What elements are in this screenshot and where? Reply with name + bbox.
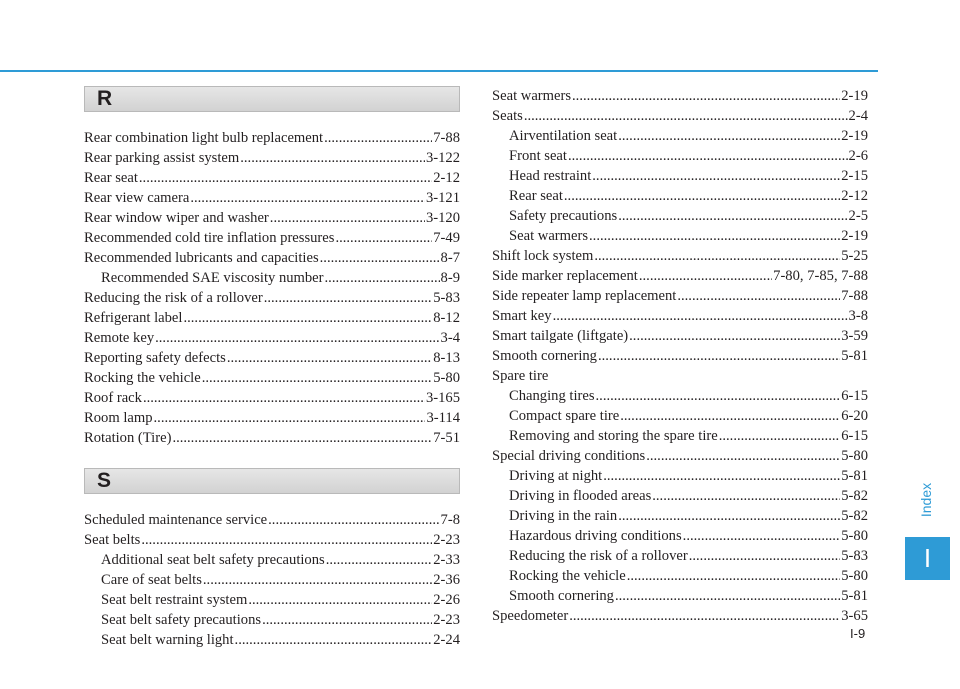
index-entry-page[interactable]: 3-165 bbox=[425, 390, 460, 406]
index-entry-page[interactable]: 5-83 bbox=[841, 548, 868, 564]
index-entry-label: Smooth cornering bbox=[492, 348, 597, 364]
index-entry-page[interactable]: 8-12 bbox=[433, 310, 460, 326]
index-entry[interactable] bbox=[84, 388, 460, 408]
index-entry-page[interactable]: 5-80 bbox=[433, 370, 460, 386]
index-entry[interactable] bbox=[84, 530, 460, 550]
dot-leader bbox=[683, 526, 841, 546]
index-entry-page[interactable]: 3-8 bbox=[848, 308, 868, 324]
index-column-left bbox=[84, 86, 460, 650]
dot-leader bbox=[172, 428, 432, 448]
dot-leader bbox=[139, 168, 432, 188]
index-entry[interactable] bbox=[492, 326, 868, 346]
index-entry-label: Seats bbox=[492, 108, 523, 124]
index-entry-label: Recommended SAE viscosity number bbox=[101, 270, 324, 286]
dot-leader bbox=[154, 408, 426, 428]
dot-leader bbox=[589, 226, 840, 246]
index-entry-label: Rocking the vehicle bbox=[84, 370, 201, 386]
index-entry[interactable] bbox=[84, 510, 460, 530]
index-entry[interactable] bbox=[492, 186, 868, 206]
section-letter-s: S bbox=[97, 469, 112, 492]
index-entry-label: Removing and storing the spare tire bbox=[509, 428, 718, 444]
index-entry[interactable] bbox=[84, 288, 460, 308]
index-entry-page[interactable]: 5-83 bbox=[433, 290, 460, 306]
index-entry[interactable] bbox=[84, 228, 460, 248]
index-entry[interactable] bbox=[492, 606, 868, 626]
index-entry[interactable] bbox=[84, 368, 460, 388]
dot-leader bbox=[618, 206, 847, 226]
index-entry[interactable] bbox=[492, 526, 868, 546]
dot-leader bbox=[335, 228, 432, 248]
index-entry-page[interactable]: 5-25 bbox=[841, 248, 868, 264]
index-entry-page[interactable]: 5-80 bbox=[841, 568, 868, 584]
index-entry-page[interactable]: 5-81 bbox=[841, 468, 868, 484]
index-entry-page[interactable]: 5-82 bbox=[841, 488, 868, 504]
index-entry-page[interactable]: 6-15 bbox=[841, 428, 868, 444]
index-entry[interactable] bbox=[492, 506, 868, 526]
index-entry-page[interactable]: 2-23 bbox=[433, 612, 460, 628]
dot-leader bbox=[227, 348, 432, 368]
index-entry[interactable] bbox=[84, 590, 460, 610]
index-entry-label: Safety precautions bbox=[509, 208, 618, 224]
index-entry-page[interactable]: 5-80 bbox=[841, 528, 868, 544]
index-entry[interactable] bbox=[84, 148, 460, 168]
index-entry-label: Roof rack bbox=[84, 390, 142, 406]
side-tab-letter[interactable]: I bbox=[905, 537, 950, 580]
index-entry-page[interactable]: 8-13 bbox=[433, 350, 460, 366]
index-entry-label: Compact spare tire bbox=[509, 408, 620, 424]
index-entry[interactable] bbox=[492, 206, 868, 226]
index-entry[interactable] bbox=[492, 566, 868, 586]
index-entry-label: Seat belt warning light bbox=[101, 632, 234, 648]
index-entry-label: Rear window wiper and washer bbox=[84, 210, 269, 226]
section-header-s bbox=[84, 468, 460, 494]
index-entry-page[interactable]: 2-5 bbox=[848, 208, 868, 224]
index-entry-label: Seat belt safety precautions bbox=[101, 612, 262, 628]
index-entry-label: Rear parking assist system bbox=[84, 150, 240, 166]
index-entry-label: Reducing the risk of a rollover bbox=[509, 548, 688, 564]
index-list-r bbox=[84, 128, 460, 448]
index-entry[interactable] bbox=[84, 328, 460, 348]
dot-leader bbox=[524, 106, 848, 126]
dot-leader bbox=[262, 610, 432, 630]
index-entry-page[interactable]: 2-12 bbox=[841, 188, 868, 204]
index-entry[interactable] bbox=[84, 570, 460, 590]
index-entry-page[interactable]: 2-36 bbox=[433, 572, 460, 588]
dot-leader bbox=[592, 166, 840, 186]
index-entry[interactable] bbox=[492, 286, 868, 306]
index-entry-label: Recommended cold tire inflation pressures bbox=[84, 230, 335, 246]
index-list-right bbox=[492, 86, 868, 626]
dot-leader bbox=[594, 246, 840, 266]
index-entry-page[interactable]: 3-120 bbox=[425, 210, 460, 226]
index-entry[interactable] bbox=[84, 168, 460, 188]
index-entry[interactable] bbox=[492, 426, 868, 446]
index-entry-label: Seat belt restraint system bbox=[101, 592, 248, 608]
index-entry-page[interactable]: 2-4 bbox=[848, 108, 868, 124]
index-entry-page[interactable]: 7-80, 7-85, 7-88 bbox=[773, 268, 868, 284]
index-entry-page[interactable]: 7-88 bbox=[433, 130, 460, 146]
dot-leader bbox=[270, 208, 425, 228]
index-entry-label: Recommended lubricants and capacities bbox=[84, 250, 319, 266]
index-entry-label: Rear view camera bbox=[84, 190, 190, 206]
index-entry-page[interactable]: 3-121 bbox=[425, 190, 460, 206]
index-entry-page[interactable]: 5-81 bbox=[841, 588, 868, 604]
index-entry[interactable] bbox=[492, 586, 868, 606]
dot-leader bbox=[719, 426, 841, 446]
index-entry-label: Refrigerant label bbox=[84, 310, 183, 326]
index-entry-label: Smooth cornering bbox=[509, 588, 614, 604]
dot-leader bbox=[615, 586, 840, 606]
index-entry-page[interactable]: 2-19 bbox=[841, 88, 868, 104]
index-entry[interactable] bbox=[492, 466, 868, 486]
index-entry-label: Seat warmers bbox=[492, 88, 572, 104]
index-entry-page[interactable]: 8-9 bbox=[440, 270, 460, 286]
dot-leader bbox=[141, 530, 432, 550]
dot-leader bbox=[598, 346, 840, 366]
dot-leader bbox=[325, 268, 440, 288]
index-entry[interactable] bbox=[84, 428, 460, 448]
index-entry-label: Airventilation seat bbox=[509, 128, 618, 144]
index-entry-label: Special driving conditions bbox=[492, 448, 646, 464]
dot-leader bbox=[564, 186, 840, 206]
index-entry-label: Scheduled maintenance service bbox=[84, 512, 268, 528]
index-entry[interactable] bbox=[492, 406, 868, 426]
index-entry-label: Seat belts bbox=[84, 532, 141, 548]
dot-leader bbox=[190, 188, 425, 208]
dot-leader bbox=[627, 566, 841, 586]
index-entry-page[interactable]: 3-65 bbox=[841, 608, 868, 624]
index-entry[interactable] bbox=[492, 86, 868, 106]
index-entry-page[interactable]: 7-8 bbox=[440, 512, 460, 528]
index-list-s bbox=[84, 510, 460, 650]
index-entry[interactable] bbox=[84, 630, 460, 650]
index-entry[interactable] bbox=[492, 246, 868, 266]
page-number: I-9 bbox=[850, 626, 866, 641]
dot-leader bbox=[639, 266, 772, 286]
index-entry[interactable] bbox=[492, 446, 868, 466]
index-entry-label: Side repeater lamp replacement bbox=[492, 288, 677, 304]
index-entry[interactable] bbox=[492, 226, 868, 246]
dot-leader bbox=[569, 606, 840, 626]
index-entry-label: Smart key bbox=[492, 308, 552, 324]
dot-leader bbox=[629, 326, 840, 346]
index-entry[interactable] bbox=[84, 188, 460, 208]
index-entry-label: Additional seat belt safety precautions bbox=[101, 552, 325, 568]
index-entry-page[interactable]: 7-49 bbox=[433, 230, 460, 246]
index-entry[interactable] bbox=[84, 550, 460, 570]
dot-leader bbox=[248, 590, 432, 610]
index-entry-label: Speedometer bbox=[492, 608, 569, 624]
index-entry[interactable] bbox=[84, 268, 460, 288]
dot-leader bbox=[677, 286, 840, 306]
index-entry-label: Driving in flooded areas bbox=[509, 488, 652, 504]
index-entry-page[interactable]: 3-122 bbox=[425, 150, 460, 166]
index-entry-page[interactable]: 6-20 bbox=[841, 408, 868, 424]
index-entry-label: Reducing the risk of a rollover bbox=[84, 290, 263, 306]
dot-leader bbox=[553, 306, 848, 326]
index-entry-label: Care of seat belts bbox=[101, 572, 202, 588]
index-entry-label: Shift lock system bbox=[492, 248, 594, 264]
index-entry-page[interactable]: 5-80 bbox=[841, 448, 868, 464]
dot-leader bbox=[320, 248, 440, 268]
dot-leader bbox=[572, 86, 840, 106]
index-entry-page[interactable]: 2-6 bbox=[848, 148, 868, 164]
dot-leader bbox=[202, 368, 433, 388]
index-entry-page[interactable]: 8-7 bbox=[440, 250, 460, 266]
index-entry-label: Hazardous driving conditions bbox=[509, 528, 682, 544]
index-entry-label: Side marker replacement bbox=[492, 268, 638, 284]
index-entry-page[interactable]: 2-19 bbox=[841, 228, 868, 244]
dot-leader bbox=[235, 630, 433, 650]
dot-leader bbox=[326, 550, 433, 570]
dot-leader bbox=[620, 406, 840, 426]
index-entry-label: Seat warmers bbox=[509, 228, 589, 244]
dot-leader bbox=[646, 446, 840, 466]
index-entry-label: Spare tire bbox=[492, 368, 549, 384]
index-entry[interactable] bbox=[84, 208, 460, 228]
index-entry-page[interactable]: 3-114 bbox=[426, 410, 460, 426]
index-entry-page[interactable]: 3-4 bbox=[440, 330, 460, 346]
dot-leader bbox=[264, 288, 433, 308]
dot-leader bbox=[268, 510, 439, 530]
index-entry[interactable] bbox=[492, 166, 868, 186]
dot-leader bbox=[618, 506, 840, 526]
index-entry-label: Changing tires bbox=[509, 388, 595, 404]
index-entry[interactable] bbox=[492, 486, 868, 506]
index-entry[interactable] bbox=[492, 146, 868, 166]
dot-leader bbox=[603, 466, 840, 486]
section-header-r bbox=[84, 86, 460, 112]
index-entry-page[interactable]: 2-33 bbox=[433, 552, 460, 568]
dot-leader bbox=[652, 486, 840, 506]
index-column-right bbox=[492, 86, 868, 626]
index-entry-label: Driving at night bbox=[509, 468, 603, 484]
index-entry-label: Front seat bbox=[509, 148, 567, 164]
dot-leader bbox=[240, 148, 425, 168]
index-entry[interactable] bbox=[84, 248, 460, 268]
index-entry-label: Remote key bbox=[84, 330, 155, 346]
dot-leader bbox=[689, 546, 841, 566]
index-entry-label: Smart tailgate (liftgate) bbox=[492, 328, 629, 344]
dot-leader bbox=[596, 386, 841, 406]
index-entry-label: Rear seat bbox=[509, 188, 563, 204]
index-entry-page[interactable]: 5-82 bbox=[841, 508, 868, 524]
index-entry-page[interactable]: 2-19 bbox=[841, 128, 868, 144]
index-entry[interactable] bbox=[84, 408, 460, 428]
dot-leader bbox=[568, 146, 848, 166]
index-entry[interactable] bbox=[84, 128, 460, 148]
index-entry[interactable] bbox=[84, 610, 460, 630]
dot-leader bbox=[155, 328, 439, 348]
index-entry-label: Rocking the vehicle bbox=[509, 568, 626, 584]
index-entry[interactable] bbox=[492, 366, 868, 386]
index-entry[interactable] bbox=[492, 126, 868, 146]
index-entry-page[interactable]: 2-15 bbox=[841, 168, 868, 184]
index-entry[interactable] bbox=[492, 386, 868, 406]
index-entry-page[interactable]: 2-26 bbox=[433, 592, 460, 608]
index-entry[interactable] bbox=[492, 306, 868, 326]
index-entry-page[interactable]: 3-59 bbox=[841, 328, 868, 344]
header-rule bbox=[0, 70, 878, 72]
dot-leader bbox=[183, 308, 432, 328]
index-entry-label: Rear seat bbox=[84, 170, 138, 186]
index-entry-label: Head restraint bbox=[509, 168, 592, 184]
index-entry-label: Driving in the rain bbox=[509, 508, 618, 524]
index-entry[interactable] bbox=[492, 106, 868, 126]
section-letter-r: R bbox=[97, 87, 113, 110]
index-entry-page[interactable]: 7-88 bbox=[841, 288, 868, 304]
index-entry-page[interactable]: 6-15 bbox=[841, 388, 868, 404]
index-entry-label: Rear combination light bulb replacement bbox=[84, 130, 324, 146]
index-entry-page[interactable]: 2-12 bbox=[433, 170, 460, 186]
dot-leader bbox=[618, 126, 840, 146]
index-entry[interactable] bbox=[492, 546, 868, 566]
index-entry-page[interactable]: 2-24 bbox=[433, 632, 460, 648]
index-entry-page[interactable]: 5-81 bbox=[841, 348, 868, 364]
index-entry[interactable] bbox=[84, 348, 460, 368]
side-tab-label[interactable]: Index bbox=[918, 482, 934, 518]
index-entry-label: Room lamp bbox=[84, 410, 153, 426]
index-entry[interactable] bbox=[492, 266, 868, 286]
index-entry-label: Reporting safety defects bbox=[84, 350, 226, 366]
index-entry[interactable] bbox=[492, 346, 868, 366]
dot-leader bbox=[143, 388, 425, 408]
dot-leader bbox=[203, 570, 432, 590]
index-entry[interactable] bbox=[84, 308, 460, 328]
index-entry-page[interactable]: 2-23 bbox=[433, 532, 460, 548]
index-entry-page[interactable]: 7-51 bbox=[433, 430, 460, 446]
index-entry-label: Rotation (Tire) bbox=[84, 430, 172, 446]
dot-leader bbox=[324, 128, 432, 148]
